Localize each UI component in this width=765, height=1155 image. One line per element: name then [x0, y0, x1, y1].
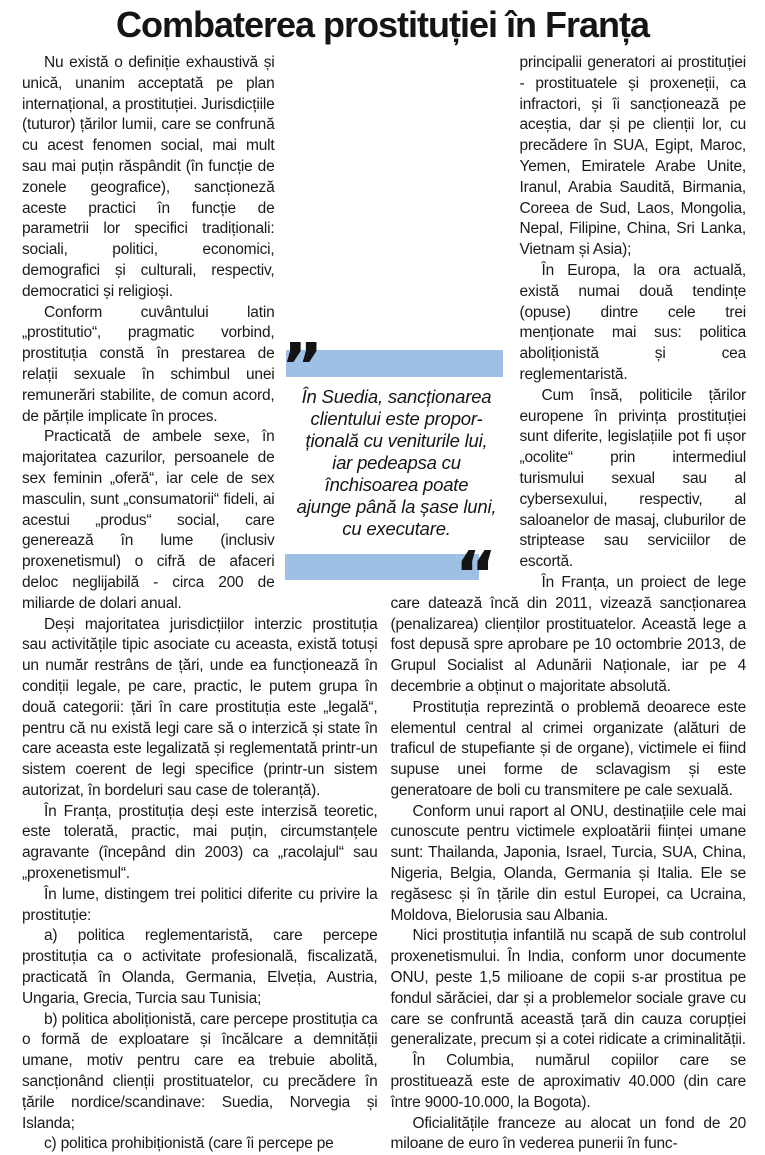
pull-quote-line: În Suedia, sancționarea	[301, 386, 492, 407]
right-column	[391, 53, 747, 1155]
paragraph: În Franța, prostituția deși este interzisă teoretic, este tolerată, practic, mai puțin, circumstanțele agravante (începând din 2003) ca „racolajul“ sau „proxenetismul“.	[22, 802, 378, 883]
paragraph: În Europa, la ora actuală, există numai două tendințe (opuse) dintre cele trei menționate mai sus: politica aboliționistă și cea reglementaristă.	[519, 261, 746, 383]
paragraph: principalii generatori ai prostituției - prostituatele și proxeneții, ca infractori, și îi sancționează pe aceștia, dar și pe clienții lor, cu precădere în SUA, Egipt, Maroc, Yemen, Emiratele Arabe Unite, Iranul, Arabia Saudită, Birmania, Coreea de Sud, Laos, Mongolia, Nepal, Filipine, China, Sri Lanka, Vietnam și Asia);	[519, 54, 746, 259]
paragraph: Oficialitățile franceze au alocat un fond de 20 miloane de euro în vederea punerii în func-	[390, 1114, 746, 1153]
article-title: Combaterea prostituției în Franța	[115, 4, 650, 45]
pull-quote-text	[281, 386, 512, 540]
pull-quote-line: închisoarea poate	[324, 474, 469, 495]
paragraph: În lume, distingem trei politici diferite cu privire la prostituție:	[22, 885, 378, 924]
accent-bar	[285, 554, 479, 580]
closing-quote-icon: ”	[281, 331, 324, 405]
pull-quote-line: cu executare.	[342, 518, 451, 539]
paragraph: Cum însă, politicile țărilor europene în privința prostituției sunt diferite, legislațiile pot fi ușor „ocolite“ prin intermediul turismului sexual sau al cybersexului, respectiv, al saloanelor de masaj, cluburilor de striptease sau serviciilor de escortă.	[519, 386, 746, 571]
pull-quote-line: țională cu veniturile lui,	[305, 430, 488, 451]
pull-quote	[281, 331, 512, 613]
paragraph: Nici prostituția infantilă nu scapă de sub controlul proxenetismului. În India, conform unor documente ONU, peste 1,5 milioane de copii s-ar prostitua pe fondul sărăciei, dar și a problemelor sociale grave cu care se confruntă această țară din cauza corupției generalizate, precum și a cotei ridicate a criminalității.	[390, 927, 746, 1049]
pull-quote-bottom-rule	[281, 539, 512, 613]
paragraph: În Columbia, numărul copiilor care se prostituează este de aproximativ 40.000 (din care între 9000-10.000, la Bogota).	[390, 1052, 746, 1111]
left-column	[22, 53, 378, 1155]
article-body	[0, 53, 765, 1155]
opening-quote-icon: “	[455, 539, 498, 613]
paragraph: c) politica prohibiționistă (care îi percepe pe	[44, 1135, 334, 1153]
paragraph: b) politica aboliționistă, care percepe prostituția ca o formă de exploatare și încălcare a demnității umane, motiv pentru care ea trebuie abolită, sancționând clienții prostituatelor, cu precădere în țările nordice/scandinave: Suedia, Norvegia și Islanda;	[22, 1010, 378, 1132]
paragraph: a) politica reglementaristă, care percepe prostituția ca o activitate profesională, fiscalizată, practicată în Olanda, Germania, Elveția, Austria, Ungaria, Grecia, Turcia sau Tunisia;	[22, 927, 378, 1007]
paragraph: Prostituția reprezintă o problemă deoarece este elementul central al crimei organizate (alături de traficul de stupefiante și de organe), victimele ei fiind supuse unei forme de sclavagism și este generatoare de boli cu transmitere pe cale sexuală.	[390, 698, 746, 799]
paragraph: Conform unui raport al ONU, destinațiile cele mai cunoscute pentru victimele exploatării ființei umane sunt: Thailanda, Japonia, Israel, Turcia, SUA, China, Nigeria, Belgia, Olanda, Germania și Italia. Ele se regăsesc și în țările din estul Europei, ca Ucraina, Moldova, Bielorusia sau Albania.	[390, 802, 746, 924]
paragraph: În Franța, un proiect de lege care datează încă din 2011, vizează sancționarea (penalizarea) clienților prostituatelor. Această lege a fost depusă spre aprobare pe 10 octombrie 2013, de Grupul Socialist al Adunării Naționale, iar pe 4 decembrie a obținut o majoritate absolută.	[390, 573, 746, 695]
paragraph: Deși majoritatea jurisdicțiilor interzic prostituția sau activitățile tipic asociate cu aceasta, există totuși un număr restrâns de țări, unde ea funcționează în condiții legale, pe care, practic, le putem grupa în două categorii: țări în care prostituția este „legală“, pentru că nu există legi care să o interzică și state în care aceasta este legalizată și reglementată printr-un sistem coerent de legi specifice (printr-un sistem autorizat, în bordeluri sau case de toleranță).	[22, 615, 378, 799]
paragraph: Conform cuvântului latin „prostitutio“, pragmatic vorbind, prostituția constă în prestarea de relații sexuale în schimbul unei remunerări stabilite, de comun acord, de părțile implicate în proces.	[22, 303, 275, 425]
paragraph: Practicată de ambele sexe, în majoritatea cazurilor, persoanele de sex feminin „oferă“, iar cele de sex masculin, sunt „consumatorii“ fideli, ai acestui „produs“ social, care generează în lume (inclusiv proxenetismul) o cifră de afaceri deloc neglijabilă - circa 200 de miliarde de dolari anual.	[22, 428, 275, 612]
pull-quote-line: iar pedeapsa cu	[332, 452, 461, 473]
pull-quote-line: clientului este propor-	[310, 408, 483, 429]
paragraph: Nu există o definiție exhaustivă și unică, unanim acceptată pe plan internațional, a prostituției. Jurisdicțiile (tuturor) țărilor lumii, care se confrună cu acest fenomen social, mai mult sau mai puțin răspândit (în funcție de zonele geografice), sancționeză aceste practici în funcție de parametrii lor specifici tradiționali: sociali, politici, economici, demografici și culturali, respectiv, democratici și religioși.	[22, 54, 275, 300]
pull-quote-line: ajunge până la șase luni,	[296, 496, 497, 517]
